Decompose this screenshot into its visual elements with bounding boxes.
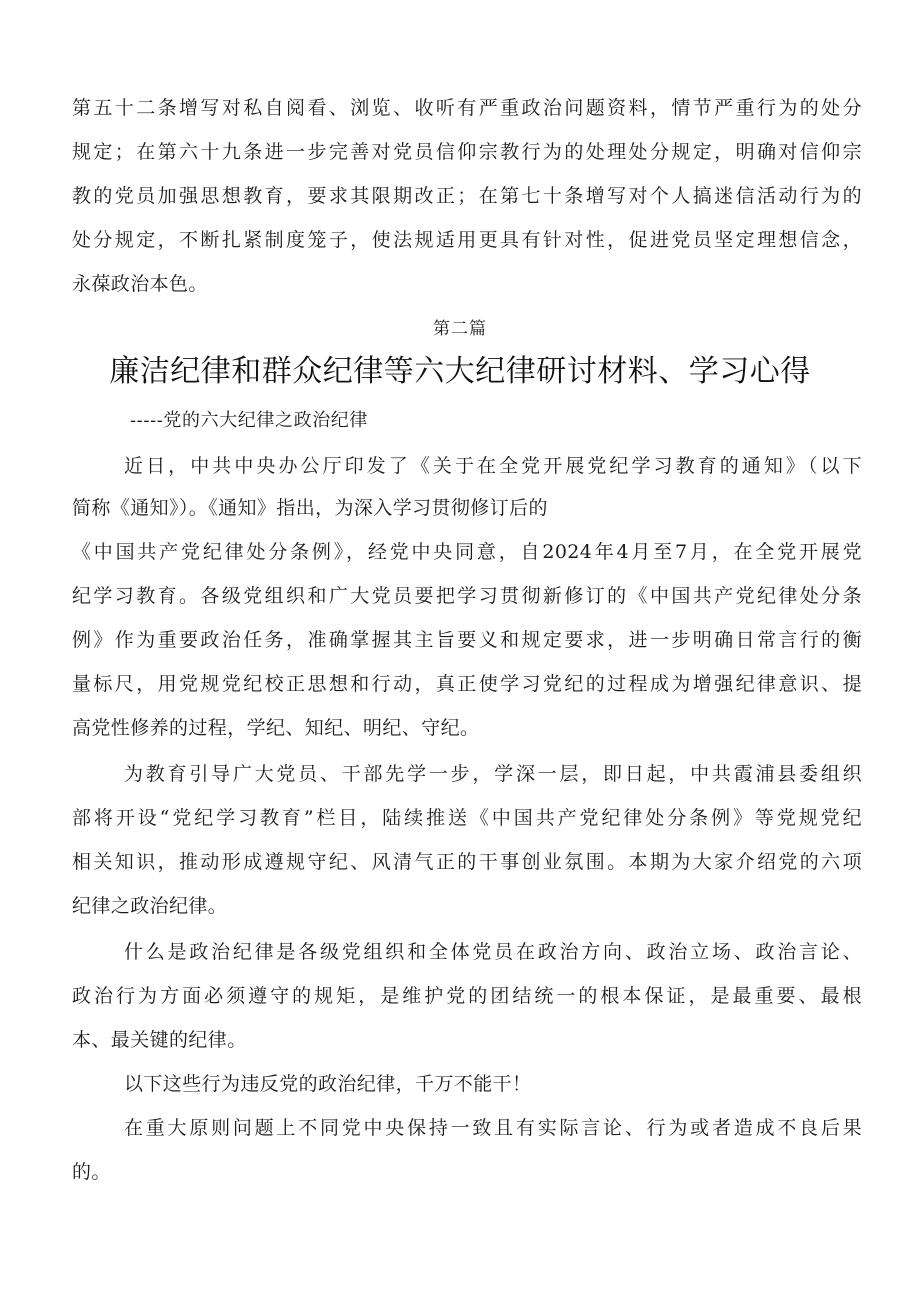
intro-line-3: 教的党员加强思想教育，要求其限期改正；在第七十条增写对个人搞迷信活动行为的: [72, 185, 862, 207]
p2-line-3: 相关知识，推动形成遵规守纪、风清气正的干事创业氛围。本期为大家介绍党的六项: [72, 851, 862, 873]
p5-line-2: 的。: [72, 1161, 111, 1183]
p1-line-4: 纪学习教育。各级党组织和广大党员要把学习贯彻新修订的《中国共产党纪律处分条: [72, 585, 862, 607]
intro-line-1: 第五十二条增写对私自阅看、浏览、收听有严重政治问题资料，情节严重行为的处分: [72, 97, 862, 119]
p1-line-7: 高党性修养的过程，学纪、知纪、明纪、守纪。: [72, 717, 480, 739]
p1-line-3: 《中国共产党纪律处分条例》，经党中央同意，自2024年4月至7月，在全党开展党: [72, 541, 862, 563]
intro-line-4: 处分规定，不断扎紧制度笼子，使法规适用更具有针对性，促进党员坚定理想信念，: [72, 229, 862, 251]
p4-line-1: 以下这些行为违反党的政治纪律，千万不能干！: [124, 1073, 532, 1095]
p1-line-2: 简称《通知》）。《通知》指出，为深入学习贯彻修订后的: [72, 497, 548, 519]
p3-line-2: 政治行为方面必须遵守的规矩，是维护党的团结统一的根本保证，是最重要、最根: [72, 985, 862, 1007]
intro-line-2: 规定；在第六十九条进一步完善对党员信仰宗教行为的处理处分规定，明确对信仰宗: [72, 141, 862, 163]
p2-line-1: 为教育引导广大党员、干部先学一步，学深一层，即日起，中共霞浦县委组织: [124, 763, 862, 785]
p2-line-4: 纪律之政治纪律。: [72, 895, 228, 917]
p1-line-1: 近日，中共中央办公厅印发了《关于在全党开展党纪学习教育的通知》（以下: [124, 455, 862, 477]
p3-line-1: 什么是政治纪律是各级党组织和全体党员在政治方向、政治立场、政治言论、: [124, 941, 862, 963]
section-label: 第二篇: [433, 319, 487, 339]
subtitle: -----党的六大纪律之政治纪律: [130, 410, 369, 431]
p5-line-1: 在重大原则问题上不同党中央保持一致且有实际言论、行为或者造成不良后果: [124, 1117, 862, 1139]
p1-line-5: 例》作为重要政治任务，准确掌握其主旨要义和规定要求，进一步明确日常言行的衡: [72, 629, 862, 651]
p2-line-2: 部将开设“党纪学习教育”栏目，陆续推送《中国共产党纪律处分条例》等党规党纪: [72, 807, 862, 829]
intro-line-5: 永葆政治本色。: [72, 273, 208, 295]
p3-line-3: 本、最关键的纪律。: [72, 1029, 247, 1051]
p1-line-6: 量标尺，用党规党纪校正思想和行动，真正使学习党纪的过程成为增强纪律意识、提: [72, 673, 862, 695]
page-title: 廉洁纪律和群众纪律等六大纪律研讨材料、学习心得: [109, 354, 811, 389]
